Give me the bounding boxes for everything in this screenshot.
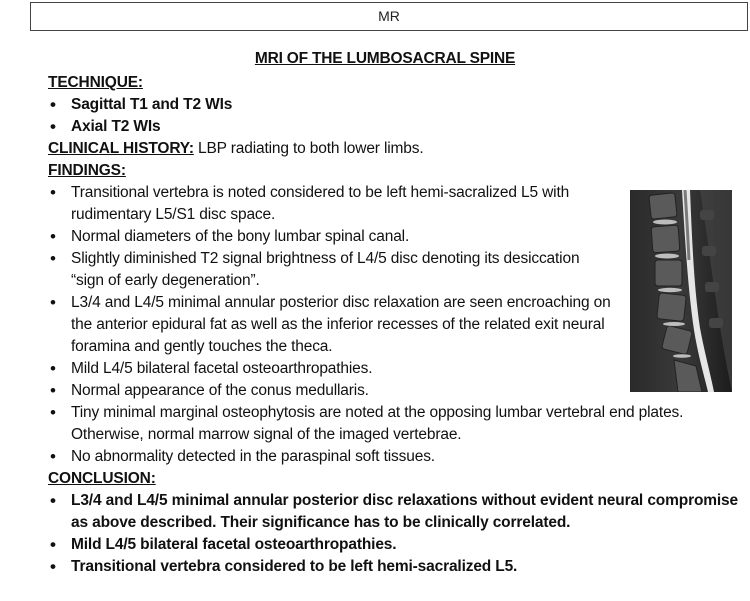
spine-mri-graphic <box>630 190 732 392</box>
list-item: • Sagittal T1 and T2 WIs <box>48 94 738 116</box>
list-item: • Slightly diminished T2 signal brightness of L4/5 disc denoting its desiccation “sign of early degeneration”. <box>48 248 581 292</box>
list-item: • Normal appearance of the conus medullaris. <box>48 380 738 402</box>
modality-label: MR <box>378 8 400 24</box>
report-title: MRI OF THE LUMBOSACRAL SPINE <box>254 50 516 67</box>
modality-header <box>30 2 748 31</box>
technique-list <box>48 94 738 138</box>
sagittal-mri-image <box>630 190 732 392</box>
findings-heading: FINDINGS: <box>48 162 126 179</box>
list-item: • L3/4 and L4/5 minimal annular posterior disc relaxations without evident neural compromise as above described. Their significance has to be clinically correlated. <box>48 490 738 534</box>
list-item: • No abnormality detected in the paraspinal soft tissues. <box>48 446 738 468</box>
clinical-history-text: LBP radiating to both lower limbs. <box>193 140 424 157</box>
conclusion-heading: CONCLUSION: <box>48 470 156 487</box>
list-item: • Tiny minimal marginal osteophytosis are noted at the opposing lumbar vertebral end plates. Otherwise, normal marrow signal of the imaged vertebrae. <box>48 402 741 446</box>
conclusion-list <box>48 490 738 578</box>
list-item: • Axial T2 WIs <box>48 116 738 138</box>
clinical-history-label: CLINICAL HISTORY: <box>48 140 194 157</box>
list-item: • Normal diameters of the bony lumbar spinal canal. <box>48 226 591 248</box>
list-item: • Mild L4/5 bilateral facetal osteoarthropathies. <box>48 358 738 380</box>
list-item: • L3/4 and L4/5 minimal annular posterior disc relaxation are seen encroaching on the anterior epidural fat as well as the inferior recesses of the related exit neural foramina and gently touches the theca. <box>48 292 616 358</box>
list-item: • Transitional vertebra considered to be left hemi-sacralized L5. <box>48 556 738 578</box>
technique-heading: TECHNIQUE: <box>48 74 143 91</box>
clinical-history <box>48 138 738 160</box>
list-item: • Mild L4/5 bilateral facetal osteoarthropathies. <box>48 534 738 556</box>
list-item: • Transitional vertebra is noted considered to be left hemi-sacralized L5 with rudimentary L5/S1 disc space. <box>48 182 591 226</box>
